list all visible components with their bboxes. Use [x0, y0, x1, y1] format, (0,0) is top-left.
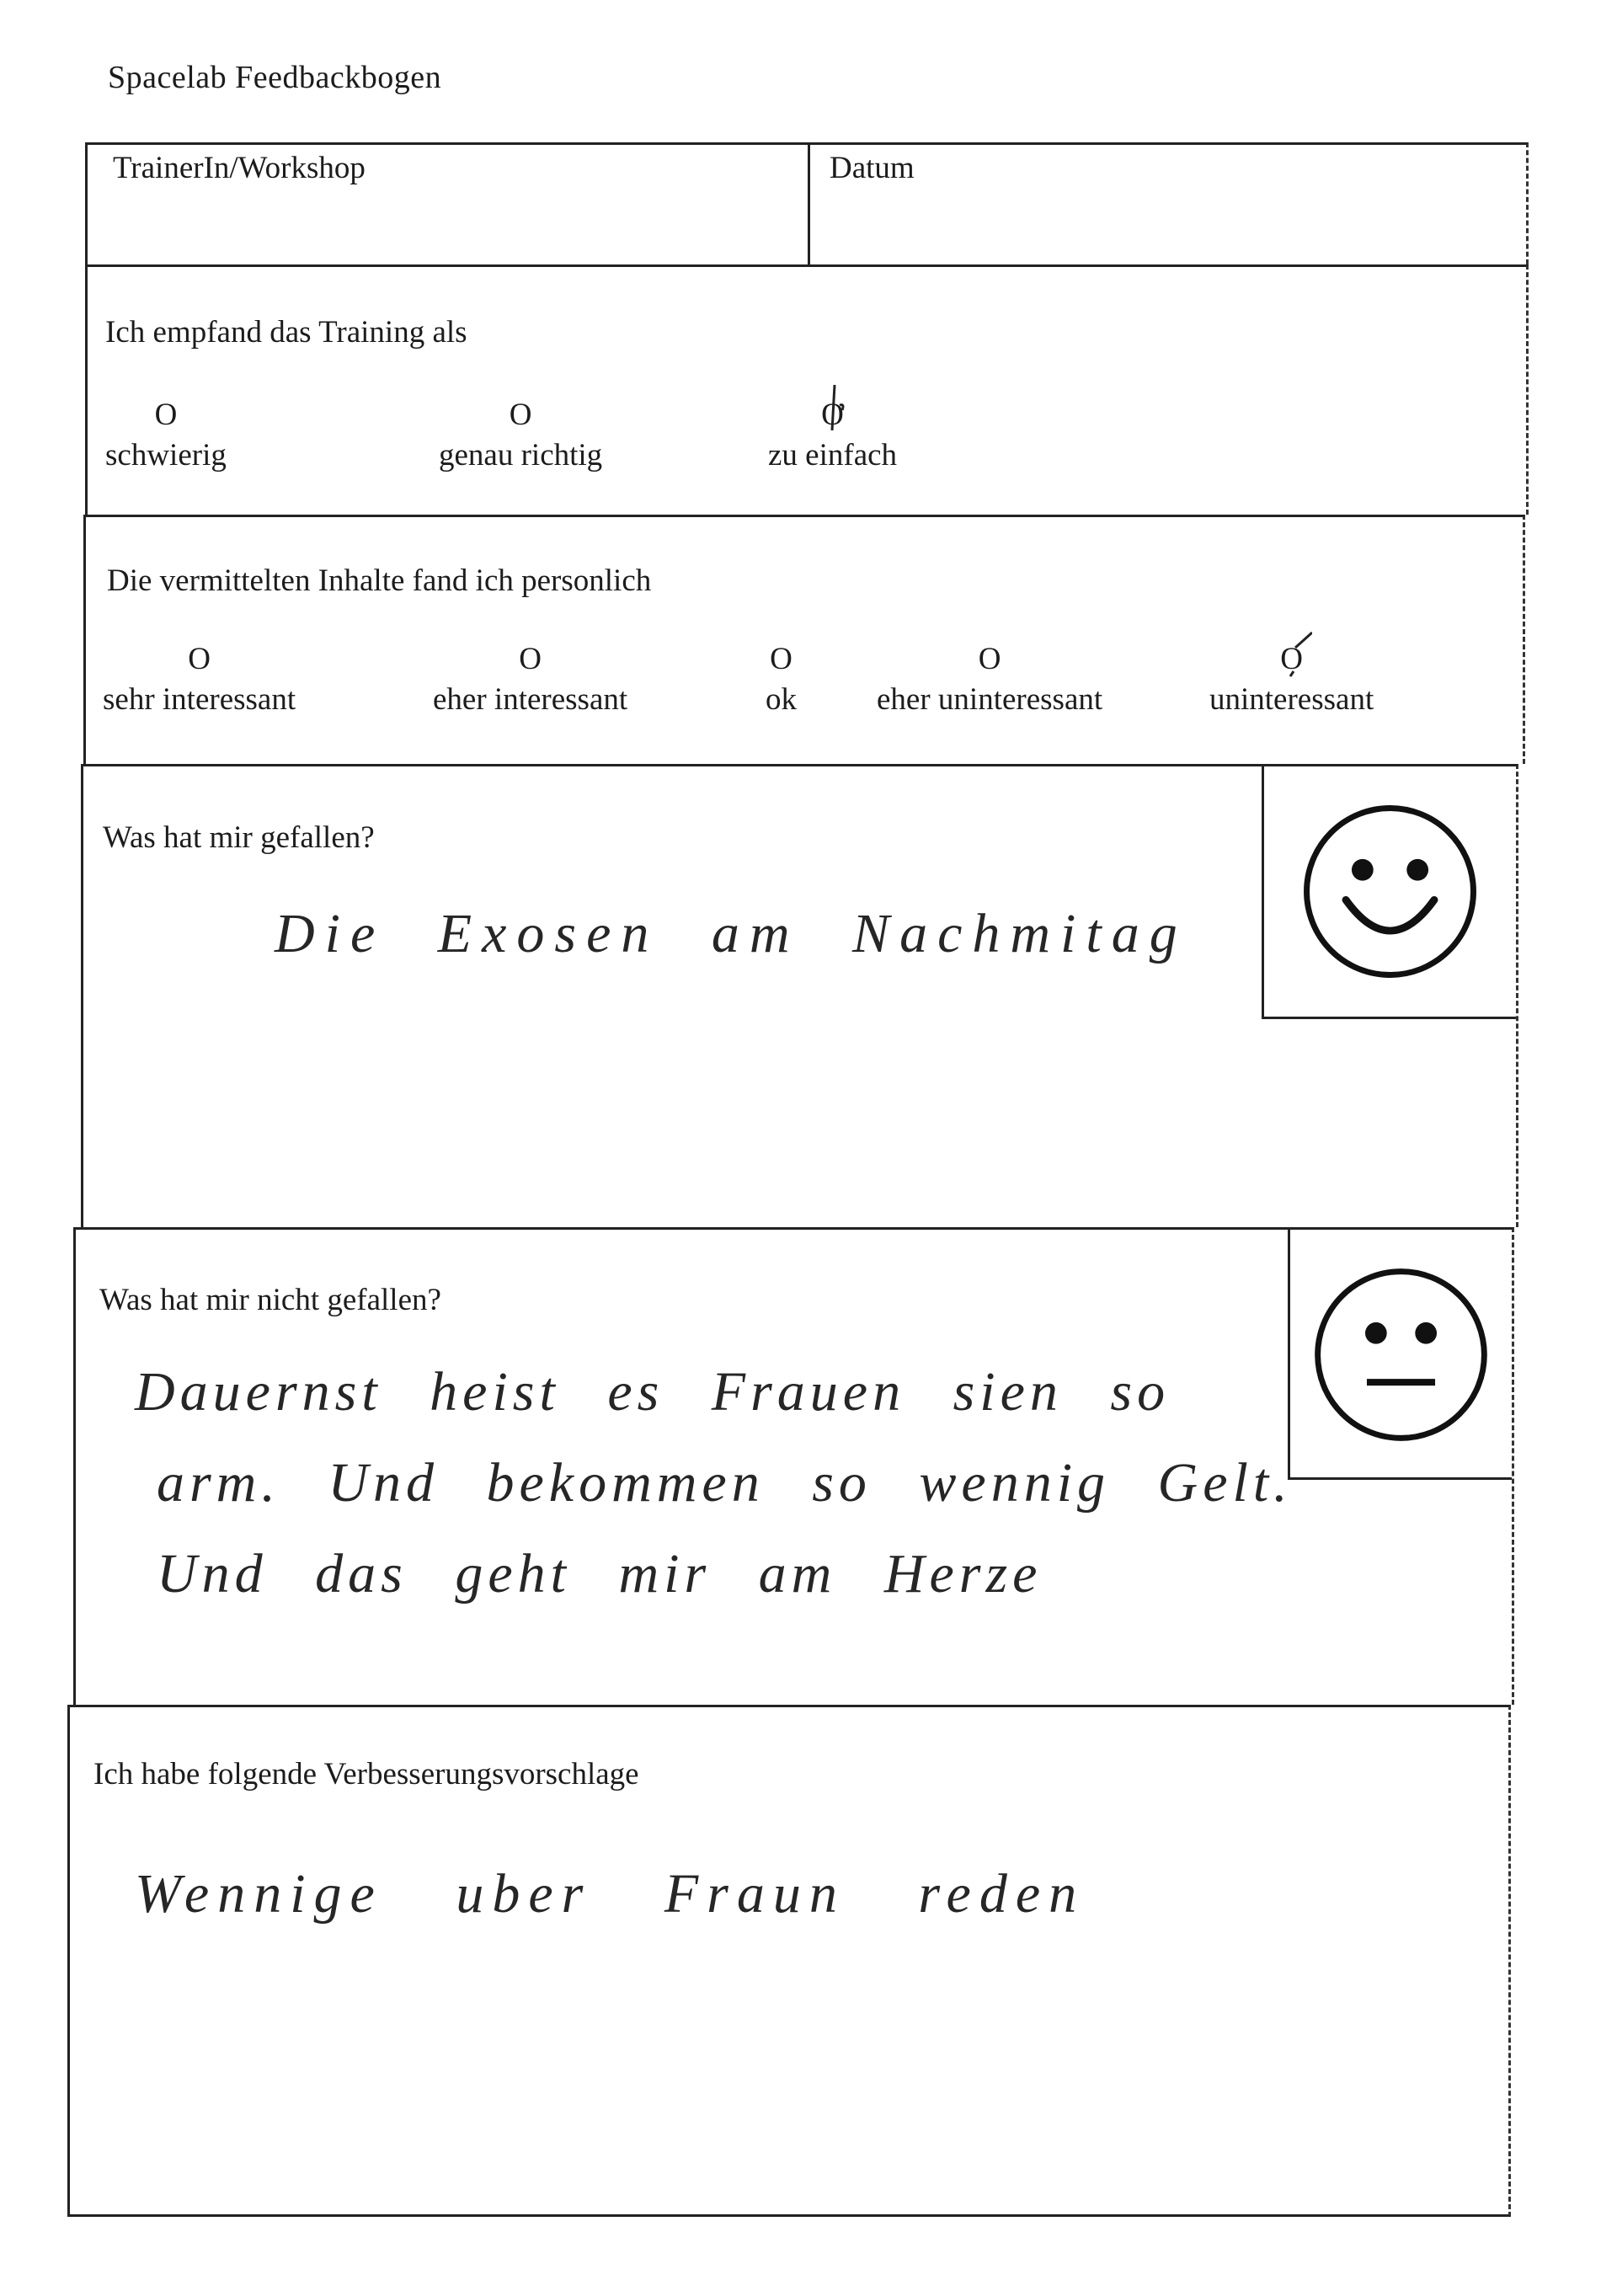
radio-mark: O — [519, 642, 542, 676]
suggestions-question: Ich habe folgende Verbesserungsvorschlage — [93, 1757, 639, 1791]
option-ok — [766, 639, 797, 720]
option-label: ok — [766, 682, 797, 717]
handwritten-line: Die Exosen am Nachmitag — [275, 903, 1187, 964]
option-uninteressant — [1209, 639, 1374, 720]
liked-section — [81, 764, 1518, 1227]
radio-mark: O — [821, 395, 844, 435]
liked-answer — [275, 889, 1187, 980]
radio-mark: O — [978, 642, 1001, 676]
training-rating-section — [85, 264, 1529, 515]
radio-mark: O — [1280, 639, 1303, 680]
happy-face-box — [1262, 766, 1516, 1019]
training-question: Ich empfand das Training als — [105, 315, 467, 350]
radio-mark: O — [154, 398, 178, 432]
content-question: Die vermittelten Inhalte fand ich personlich — [107, 563, 652, 598]
suggestions-answer — [135, 1849, 1085, 1940]
trainer-workshop-label: TrainerIn/Workshop — [113, 151, 366, 185]
page-title: Spacelab Feedbackbogen — [108, 60, 442, 95]
option-zu-einfach — [768, 395, 897, 476]
option-label: eher uninteressant — [877, 682, 1103, 717]
disliked-answer — [135, 1347, 1293, 1620]
handwritten-line: Und das geht mir am Herze — [157, 1543, 1043, 1605]
handwritten-line: Wennige uber Fraun reden — [135, 1863, 1086, 1925]
option-label: uninteressant — [1209, 682, 1374, 717]
liked-question: Was hat mir gefallen? — [103, 820, 375, 855]
option-eher-interessant — [433, 639, 627, 720]
checkmark-icon — [816, 383, 853, 435]
handwritten-line: arm. Und bekommen so wennig Gelt. — [157, 1452, 1293, 1514]
smiley-happy-icon — [1264, 766, 1516, 1017]
cell-divider — [808, 145, 810, 264]
smiley-neutral-icon — [1290, 1230, 1512, 1477]
option-label: schwierig — [105, 438, 227, 473]
option-sehr-interessant — [103, 639, 296, 720]
option-schwierig — [105, 395, 227, 476]
option-genau-richtig — [439, 395, 602, 476]
handwritten-line: Dauernst heist es Frauen sien so — [135, 1361, 1171, 1423]
neutral-face-box — [1288, 1230, 1512, 1480]
option-label: eher interessant — [433, 682, 628, 717]
content-rating-section — [83, 515, 1525, 764]
disliked-question: Was hat mir nicht gefallen? — [99, 1283, 441, 1317]
option-label: zu einfach — [768, 438, 898, 473]
date-label: Datum — [830, 151, 915, 185]
disliked-section — [73, 1227, 1514, 1705]
option-label: genau richtig — [439, 438, 603, 473]
radio-mark: O — [188, 642, 211, 676]
radio-mark: O — [509, 398, 532, 432]
info-row — [85, 142, 1529, 264]
option-eher-uninteressant — [877, 639, 1102, 720]
checkmark-icon — [1275, 627, 1312, 680]
radio-mark: O — [770, 642, 792, 676]
option-label: sehr interessant — [103, 682, 296, 717]
suggestions-section — [67, 1705, 1511, 2217]
